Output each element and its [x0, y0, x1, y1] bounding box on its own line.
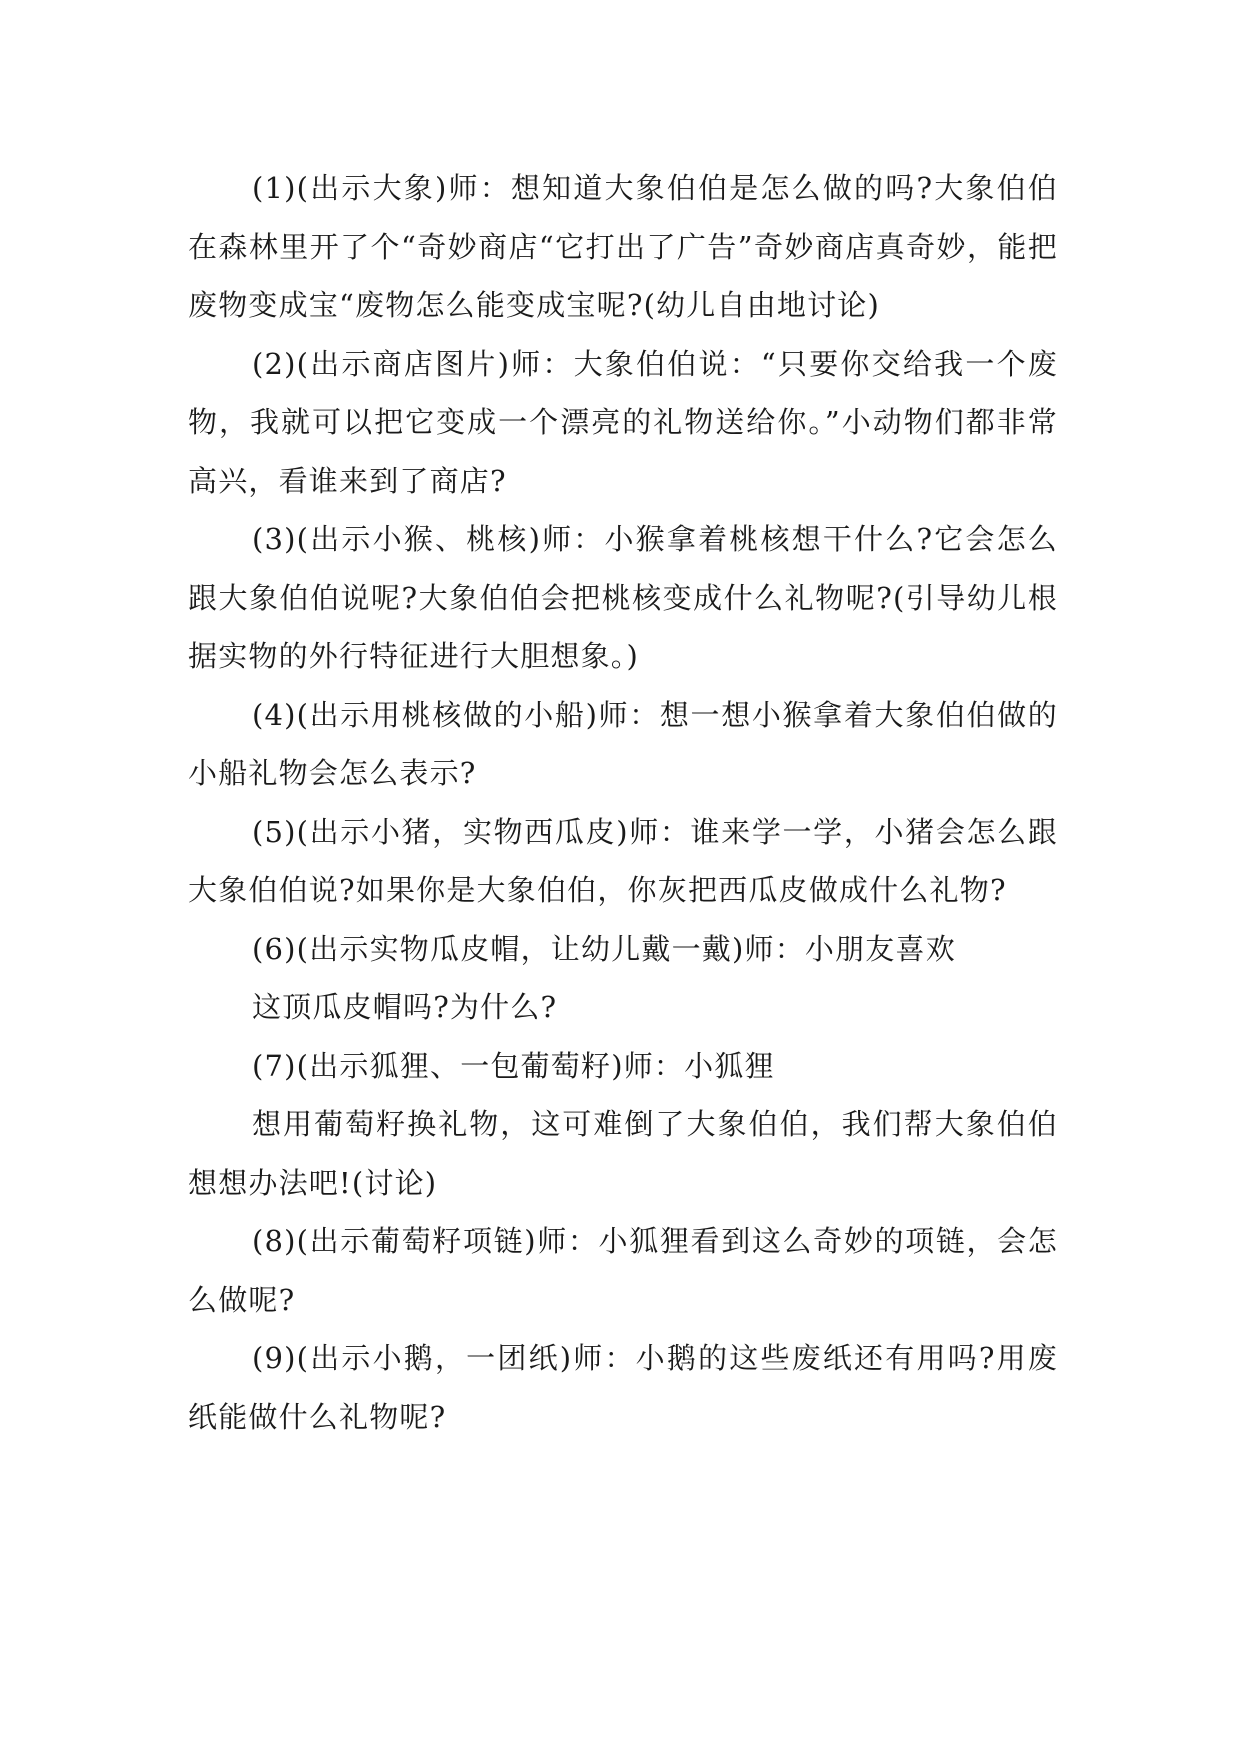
paragraph-6-line-1: (6)(出示实物瓜皮帽，让幼儿戴一戴)师：小朋友喜欢 [252, 931, 956, 966]
paragraph-2: (2)(出示商店图片)师：大象伯伯说：“只要你交给我一个废物，我就可以把它变成一个漂亮的礼物送给你。”小动物们都非常高兴，看谁来到了商店? [188, 346, 1058, 498]
paragraph-1: (1)(出示大象)师：想知道大象伯伯是怎么做的吗?大象伯伯在森林里开了个“奇妙商店“它打出了广告”奇妙商店真奇妙，能把废物变成宝“废物怎么能变成宝呢?(幼儿自由地讨论) [188, 171, 1058, 322]
paragraph-9: (9)(出示小鹅，一团纸)师：小鹅的这些废纸还有用吗?用废纸能做什么礼物呢? [188, 1341, 1058, 1434]
document-body [188, 159, 1058, 1446]
paragraph-7-continued: 想用葡萄籽换礼物，这可难倒了大象伯伯，我们帮大象伯伯想想办法吧!(讨论) [188, 1107, 1058, 1200]
paragraph-6-line-2: 这顶瓜皮帽吗?为什么? [252, 990, 558, 1024]
paragraph-3: (3)(出示小猴、桃核)师：小猴拿着桃核想干什么?它会怎么跟大象伯伯说呢?大象伯伯会把桃核变成什么礼物呢?(引导幼儿根据实物的外行特征进行大胆想象。) [188, 522, 1058, 673]
paragraph-5: (5)(出示小猪，实物西瓜皮)师：谁来学一学，小猪会怎么跟大象伯伯说?如果你是大象伯伯，你灰把西瓜皮做成什么礼物? [188, 814, 1058, 907]
paragraph-7-line-1: (7)(出示狐狸、一包葡萄籽)师：小狐狸 [252, 1048, 775, 1083]
paragraph-4: (4)(出示用桃核做的小船)师：想一想小猴拿着大象伯伯做的小船礼物会怎么表示? [188, 697, 1058, 790]
paragraph-8: (8)(出示葡萄籽项链)师：小狐狸看到这么奇妙的项链，会怎么做呢? [188, 1224, 1058, 1317]
